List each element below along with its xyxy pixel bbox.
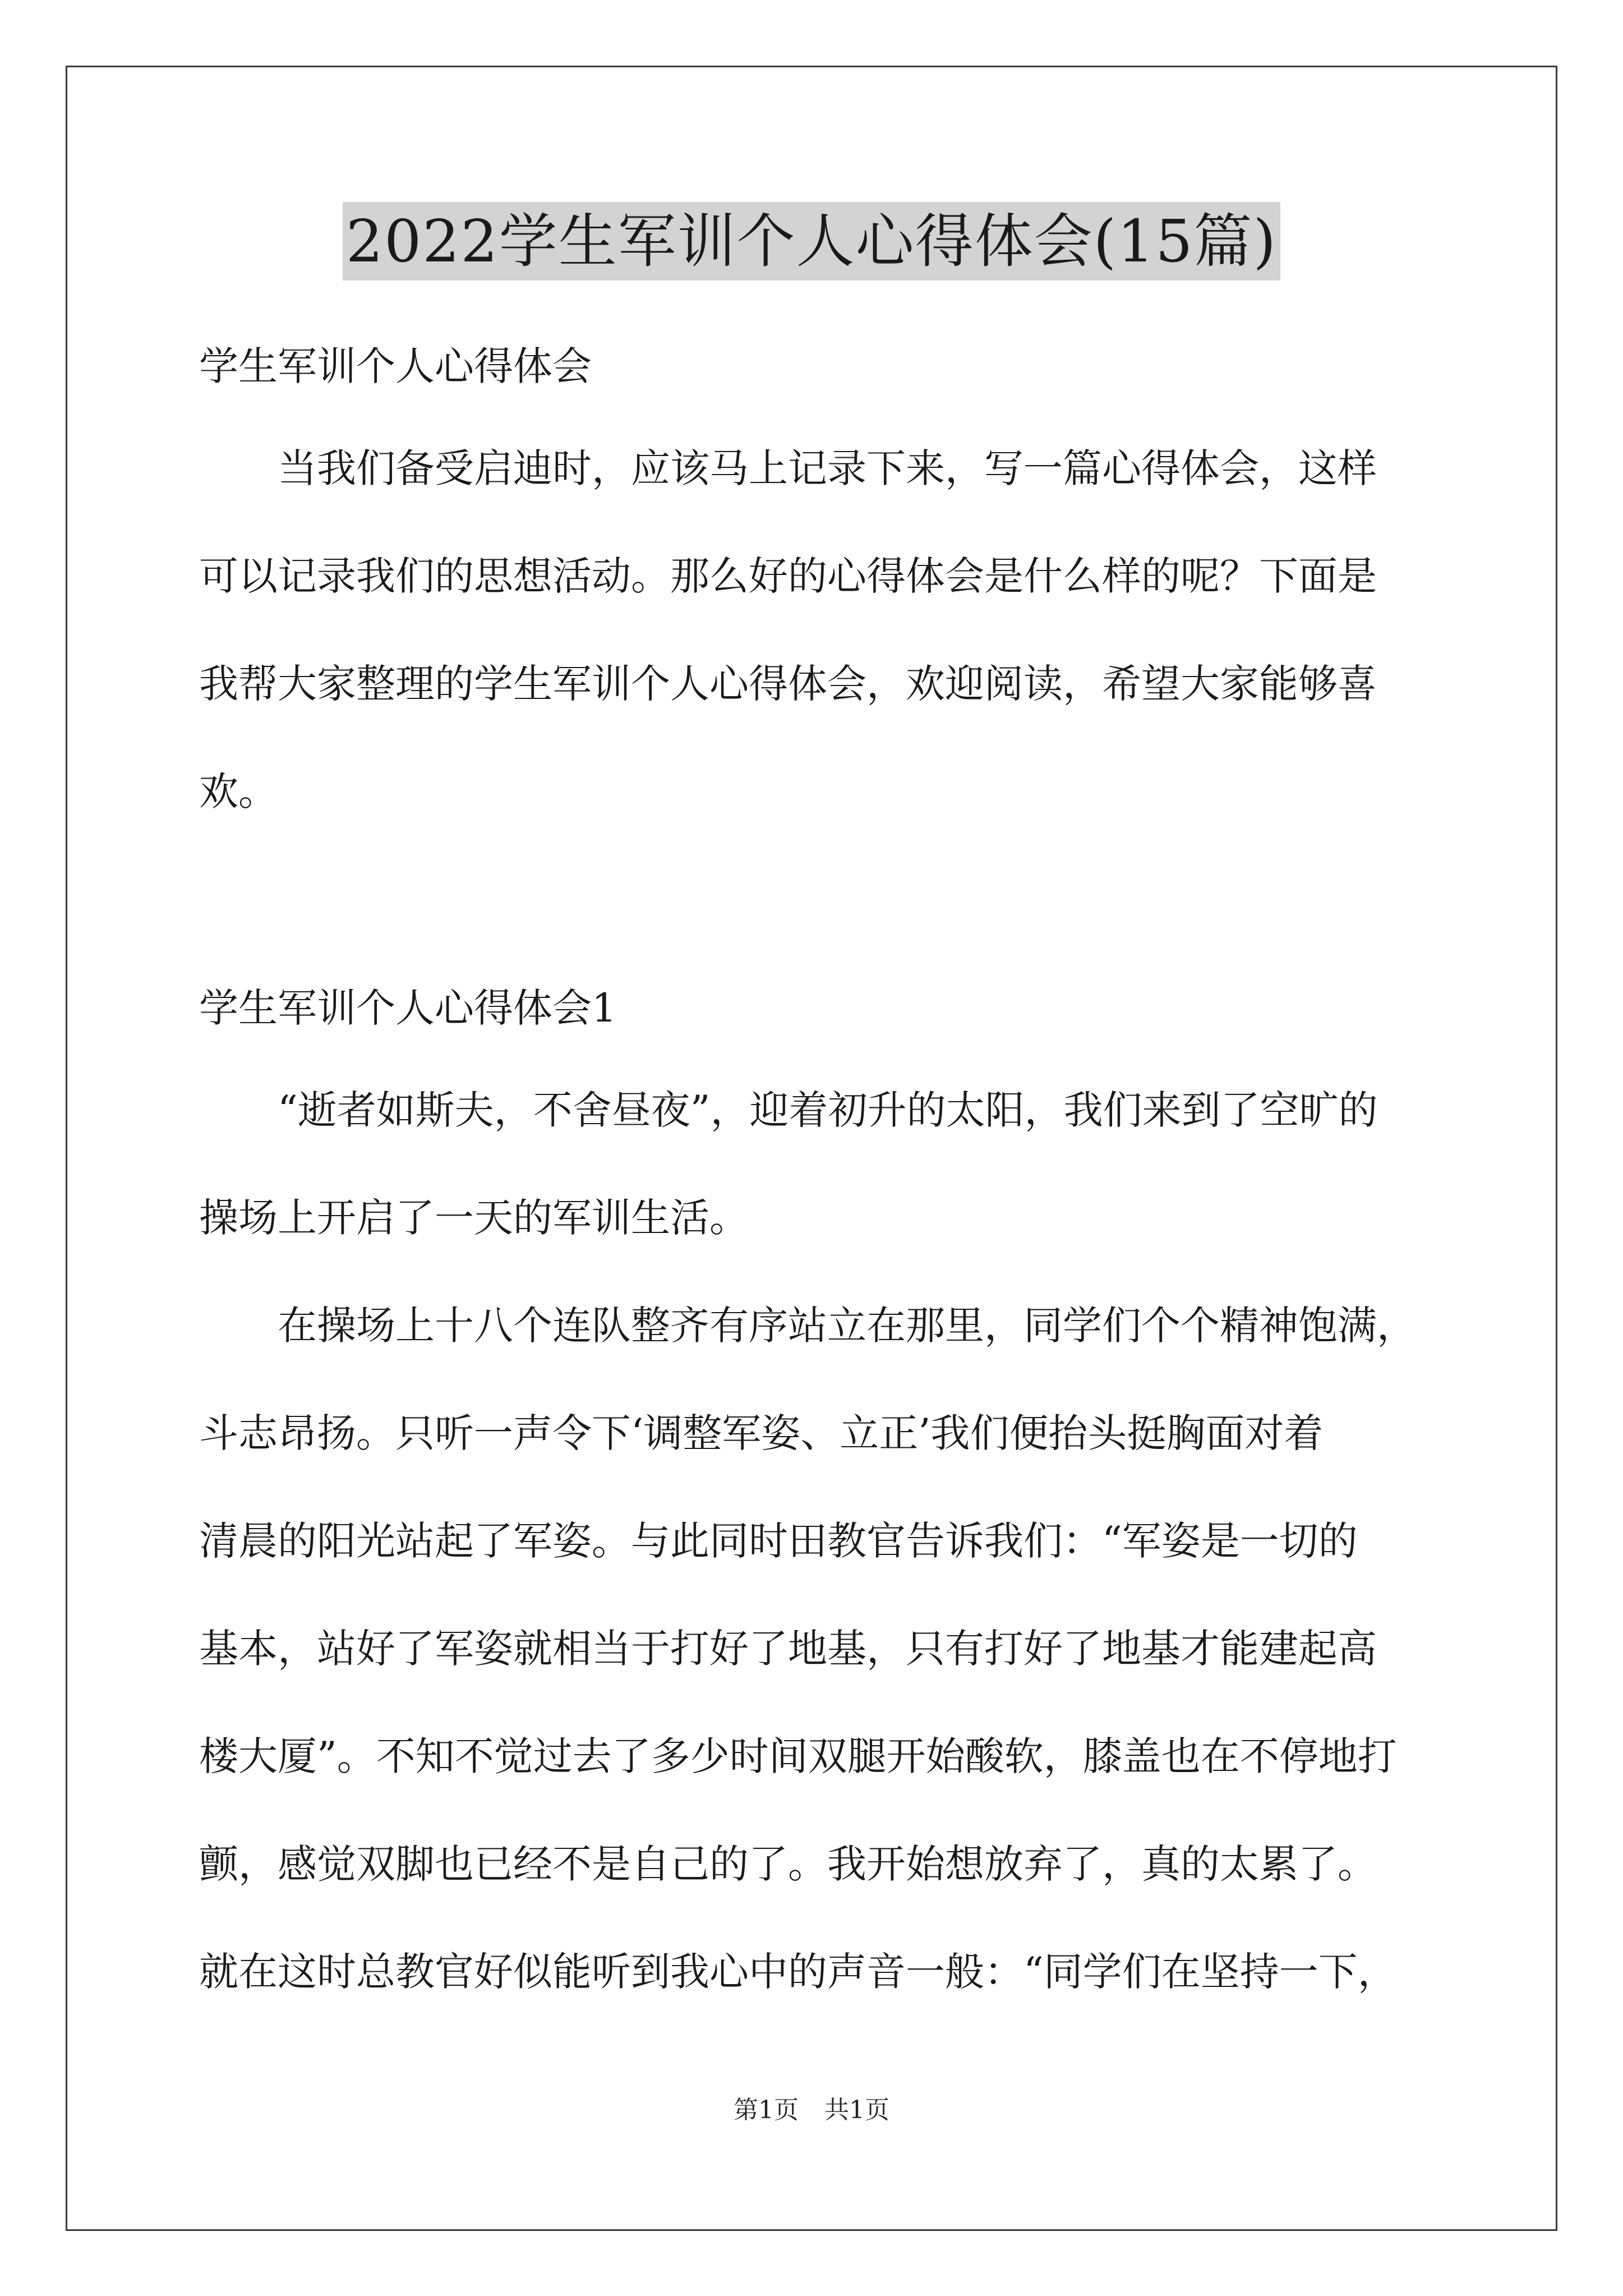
- paragraph-line: 操场上开启了一天的军训生活。: [199, 1195, 749, 1241]
- title-container: [0, 202, 1623, 280]
- paragraph-line: 基本，站好了军姿就相当于打好了地基，只有打好了地基才能建起高: [199, 1626, 1377, 1672]
- page-footer: [0, 2093, 1623, 2127]
- section-heading: 学生军训个人心得体会1: [199, 985, 617, 1031]
- section1-paragraph-1: [199, 1083, 1433, 1245]
- paragraph-line: 清晨的阳光站起了军姿。与此同时田教官告诉我们：“军姿是一切的: [199, 1518, 1358, 1564]
- paragraph-line: 在操场上十八个连队整齐有序站立在那里，同学们个个精神饱满，: [278, 1303, 1416, 1349]
- paragraph-line: 我帮大家整理的学生军训个人心得体会，欢迎阅读，希望大家能够喜: [199, 661, 1377, 707]
- paragraph-line: 就在这时总教官好似能听到我心中的声音一般：“同学们在坚持一下，: [199, 1949, 1397, 1995]
- document-title: 2022学生军训个人心得体会(15篇): [343, 202, 1280, 280]
- paragraph-line: “逝者如斯夫，不舍昼夜”，迎着初升的太阳，我们来到了空旷的: [278, 1087, 1378, 1133]
- paragraph-line: 当我们备受启迪时，应该马上记录下来，写一篇心得体会，这样: [278, 445, 1377, 491]
- page-number-current: 第1页: [734, 2096, 799, 2124]
- section1-paragraph-2: [199, 1299, 1433, 1999]
- intro-heading: 学生军训个人心得体会: [199, 343, 592, 389]
- paragraph-line: 斗志昂扬。只听一声令下‘调整军姿、立正’我们便抬头挺胸面对着: [199, 1410, 1324, 1456]
- paragraph-line: 可以记录我们的思想活动。那么好的心得体会是什么样的呢？下面是: [199, 553, 1377, 599]
- page-number-total: 共1页: [824, 2096, 889, 2124]
- document-body: [199, 306, 1433, 1999]
- paragraph-line: 楼大厦”。不知不觉过去了多少时间双腿开始酸软，膝盖也在不停地打: [199, 1733, 1397, 1779]
- paragraph-line: 欢。: [199, 769, 278, 815]
- paragraph-line: 颤，感觉双脚也已经不是自己的了。我开始想放弃了，真的太累了。: [199, 1841, 1377, 1887]
- intro-paragraph: [199, 441, 1433, 818]
